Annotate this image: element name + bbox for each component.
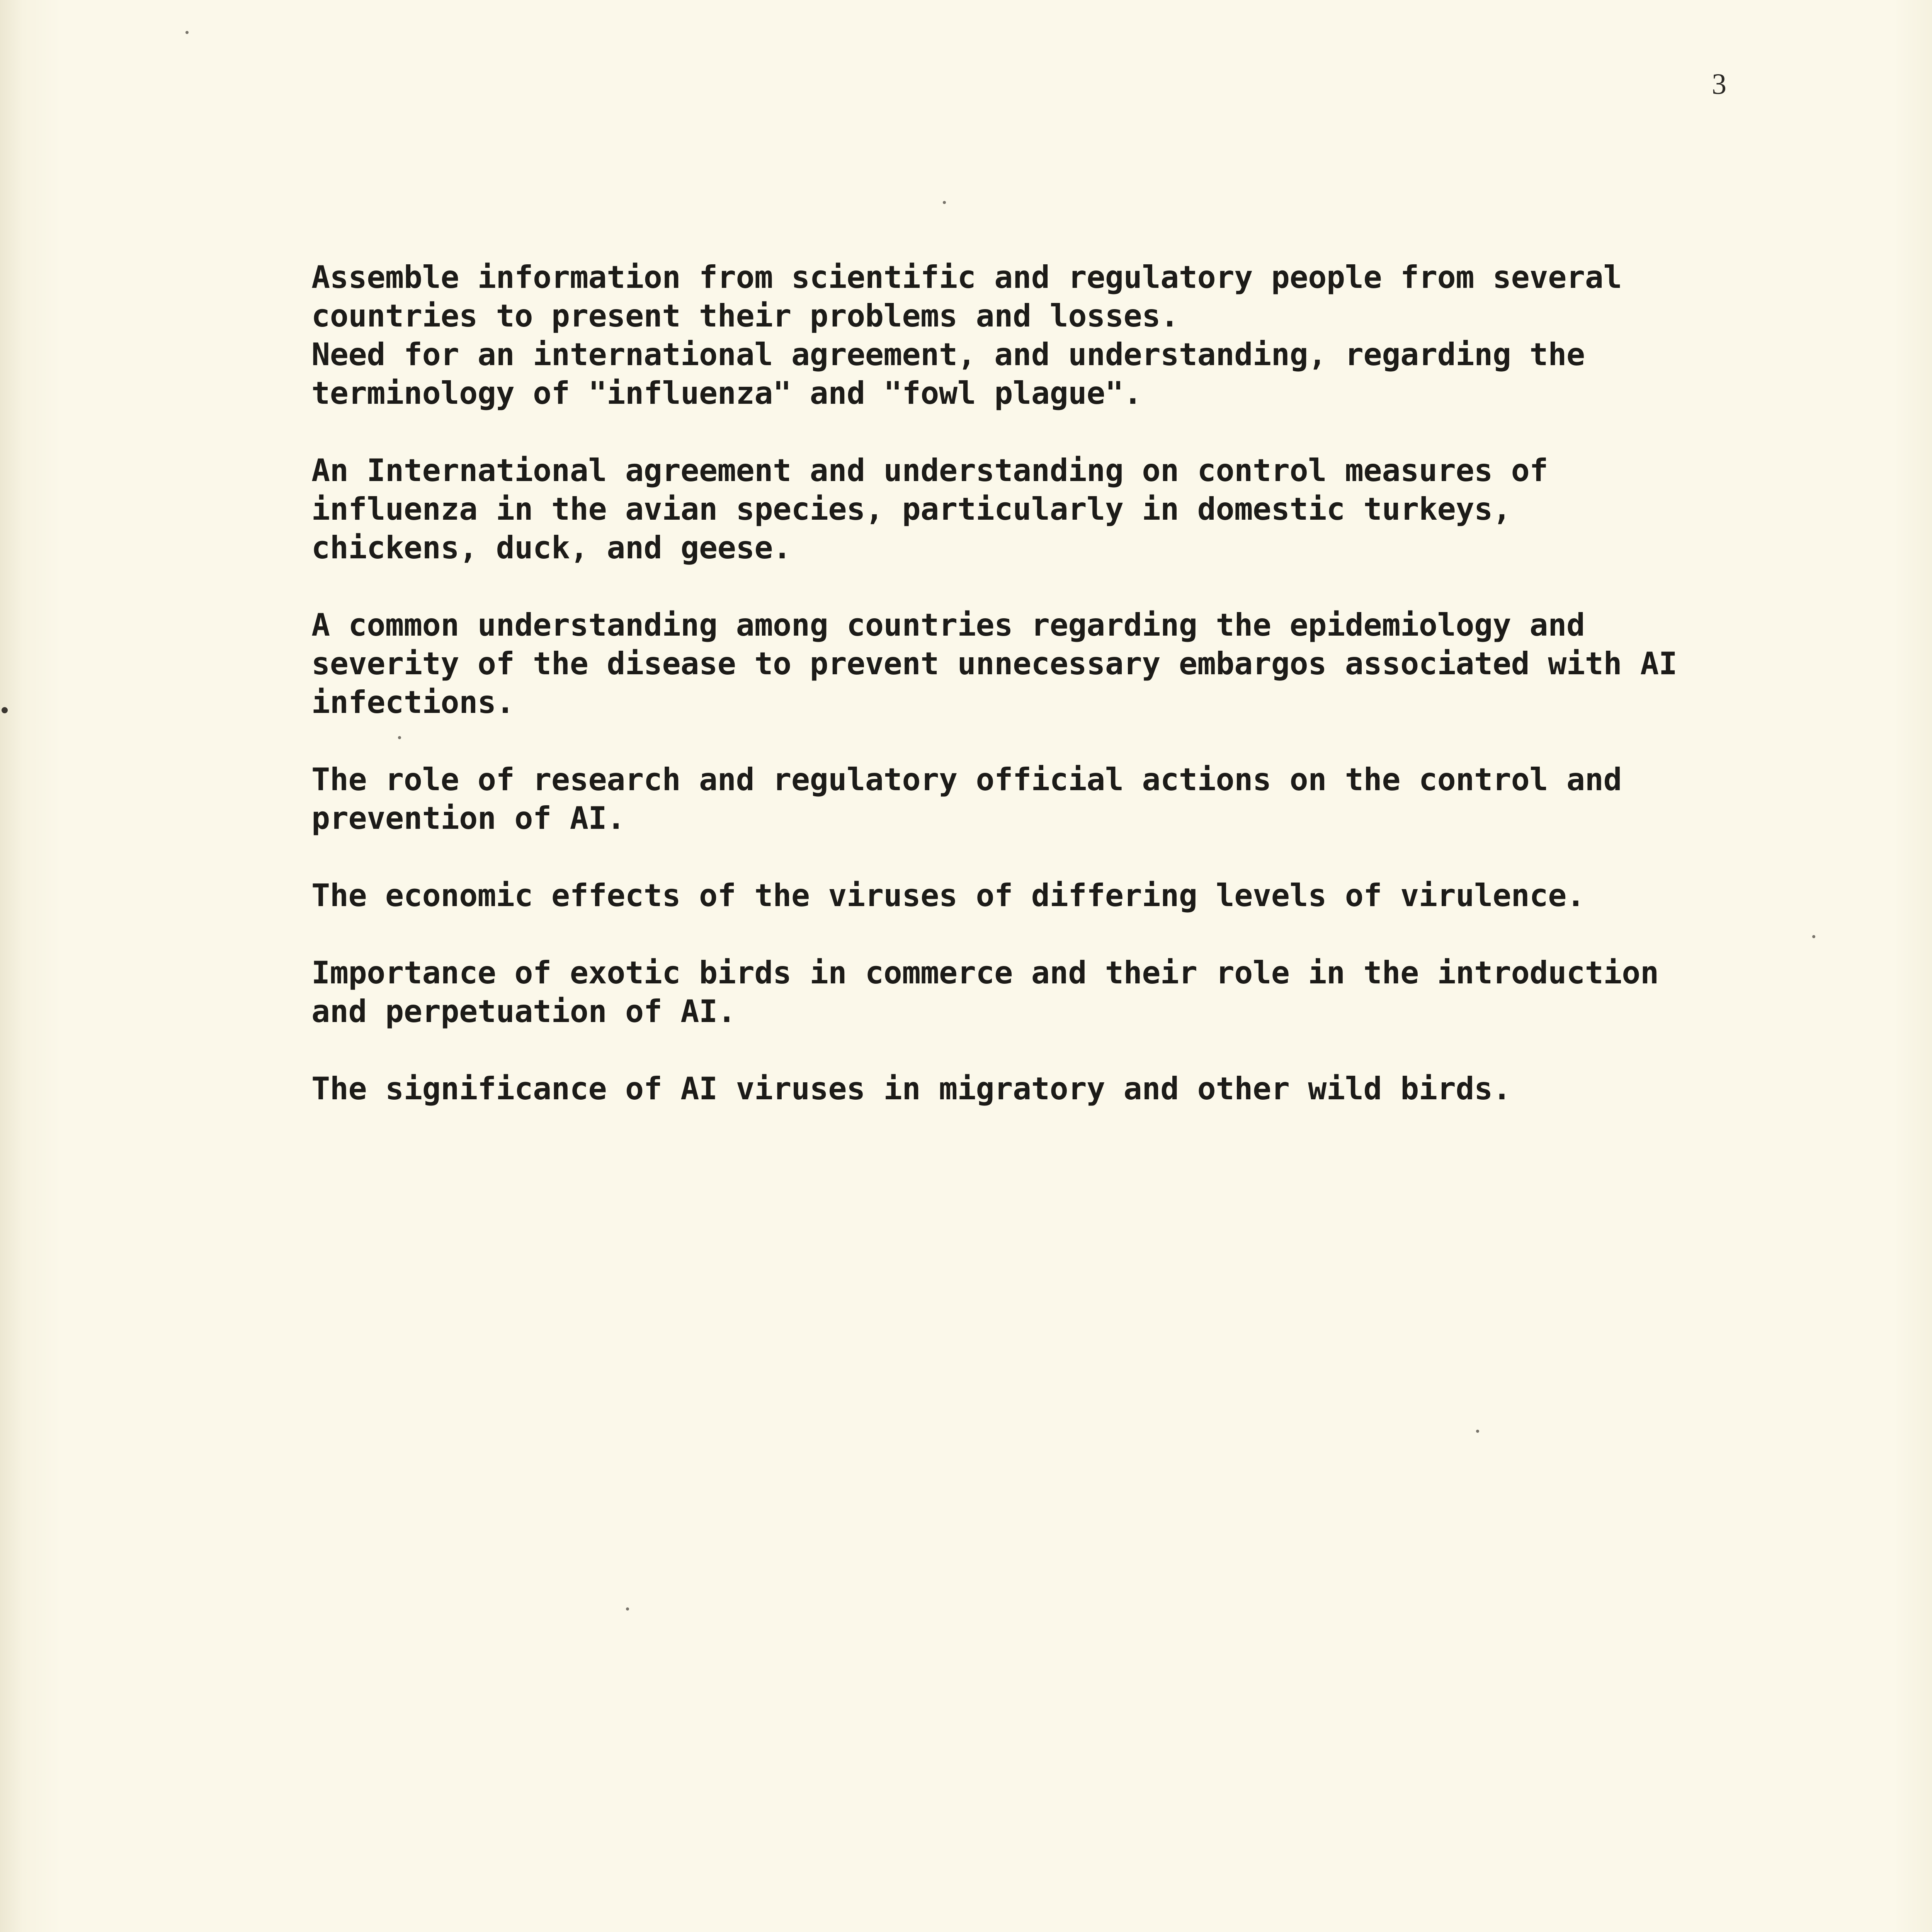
paper-speck [398, 736, 401, 739]
text-line: prevention of AI. [311, 800, 625, 836]
text-line: Importance of exotic birds in commerce and their role in the introduction [311, 955, 1659, 991]
paper-speck [943, 201, 946, 204]
text-line: and perpetuation of AI. [311, 993, 736, 1029]
paper-speck [626, 1607, 629, 1611]
paragraph-wild-birds [311, 1070, 1818, 1108]
text-line: The economic effects of the viruses of differing levels of virulence. [311, 878, 1585, 913]
paragraph-research-role [311, 760, 1818, 838]
paragraph-economic-effects [311, 876, 1818, 915]
text-line: The significance of AI viruses in migratory and other wild birds. [311, 1071, 1511, 1107]
paragraph-assemble-information [311, 258, 1818, 335]
paragraph-control-measures [311, 451, 1818, 567]
text-line: A common understanding among countries regarding the epidemiology and [311, 607, 1585, 643]
paragraph-exotic-birds [311, 954, 1818, 1031]
text-line: infections. [311, 684, 515, 720]
text-line: chickens, duck, and geese. [311, 530, 791, 566]
paper-speck [1812, 935, 1815, 938]
text-line: The role of research and regulatory official actions on the control and [311, 762, 1622, 798]
text-line: severity of the disease to prevent unnecessary embargos associated with AI [311, 646, 1677, 682]
text-line: terminology of "influenza" and "fowl plague". [311, 375, 1142, 411]
paragraph-terminology-agreement [311, 335, 1818, 413]
paper-speck [185, 31, 189, 34]
text-line: countries to present their problems and losses. [311, 298, 1179, 334]
paper-speck [1476, 1430, 1479, 1433]
text-line: An International agreement and understanding on control measures of [311, 452, 1548, 488]
text-line: Need for an international agreement, and understanding, regarding the [311, 337, 1585, 372]
body-text [311, 258, 1818, 1147]
paper-speck [2, 707, 8, 713]
text-line: Assemble information from scientific and regulatory people from several [311, 259, 1622, 295]
page-number: 3 [1712, 68, 1726, 100]
paragraph-epidemiology [311, 606, 1818, 722]
text-line: influenza in the avian species, particularly in domestic turkeys, [311, 491, 1511, 527]
